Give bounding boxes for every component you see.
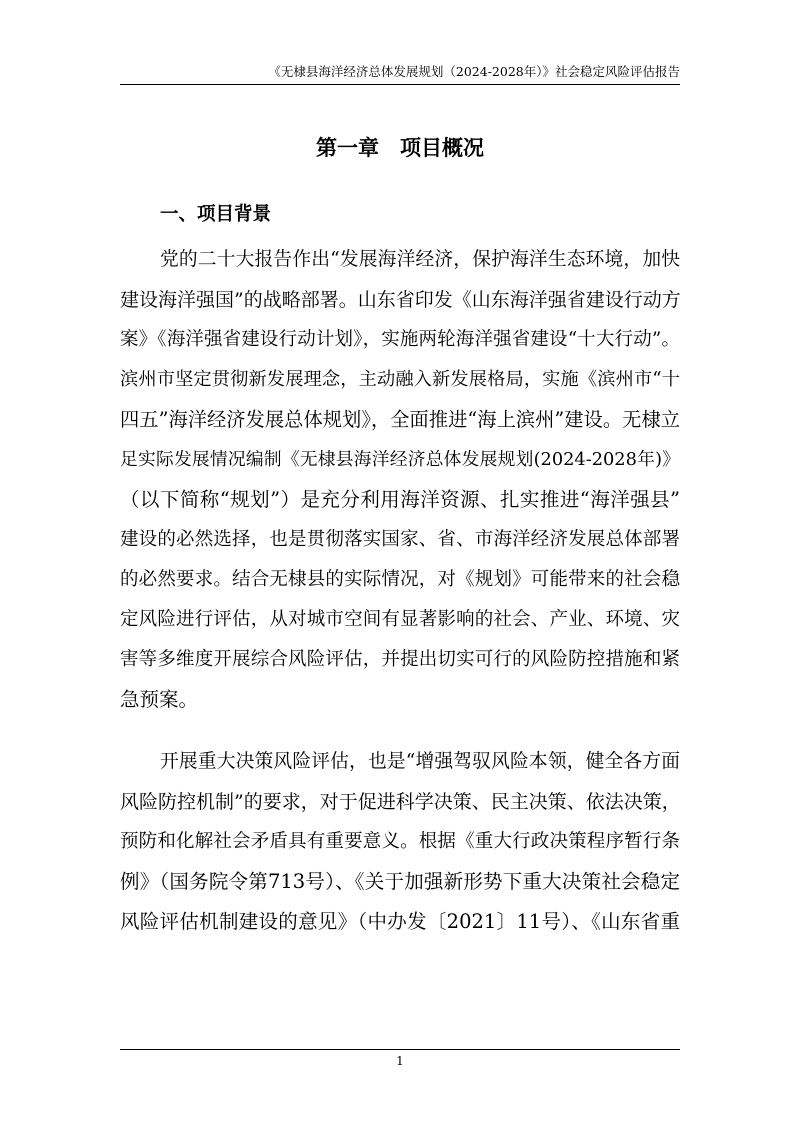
paragraph-line: 开展重大决策风险评估，也是“增强驾驭风险本领，健全各方面: [160, 751, 680, 772]
running-header: 《无棣县海洋经济总体发展规划（2024-2028年）》社会稳定风险评估报告: [268, 64, 680, 79]
footer-divider: [120, 1049, 680, 1050]
paragraph-line: 足实际发展情况编制《无棣县海洋经济总体发展规划(2024-2028年)》: [120, 450, 680, 470]
paragraph-line: 风险防控机制”的要求，对于促进科学决策、民主决策、依法决策，: [120, 791, 681, 813]
paragraph-line: 害等多维度开展综合风险评估，并提出切实可行的风险防控措施和紧: [120, 649, 680, 670]
paragraph-line: 建设的必然选择，也是贯彻落实国家、省、市海洋经济发展总体部署: [120, 529, 680, 550]
section-heading: 一、项目背景: [160, 204, 272, 225]
paragraph-line: 预防和化解社会矛盾具有重要意义。根据《重大行政决策程序暂行条: [120, 831, 680, 852]
paragraph-line: 滨州市坚定贯彻新发展理念，主动融入新发展格局，实施《滨州市“十: [120, 369, 680, 390]
page-number: 1: [396, 1054, 404, 1068]
paragraph-line: 四五”海洋经济发展总体规划》，全面推进“海上滨州”建设。无棣立: [120, 408, 680, 431]
paragraph-line: 的必然要求。结合无棣县的实际情况，对《规划》可能带来的社会稳: [120, 569, 680, 590]
paragraph-line: 风险评估机制建设的意见》（中办发〔2021〕11号）、《山东省重: [120, 910, 680, 933]
paragraph-line: 建设海洋强国”的战略部署。山东省印发《山东海洋强省建设行动方: [120, 289, 681, 311]
chapter-title: 第一章 项目概况: [316, 135, 484, 160]
paragraph-line: 案》《海洋强省建设行动计划》，实施两轮海洋强省建设“十大行动”。: [120, 329, 680, 350]
paragraph-line: 党的二十大报告作出“发展海洋经济，保护海洋生态环境，加快: [160, 249, 680, 270]
paragraph-line: 例》（国务院令第713号）、《关于加强新形势下重大决策社会稳定: [120, 870, 680, 893]
paragraph-line: 定风险进行评估，从对城市空间有显著影响的社会、产业、环境、灾: [120, 609, 680, 630]
paragraph-line: （以下简称“规划”）是充分利用海洋资源、扎实推进“海洋强县”: [120, 488, 680, 511]
header-divider: [120, 84, 680, 85]
paragraph-line: 急预案。: [120, 688, 199, 711]
